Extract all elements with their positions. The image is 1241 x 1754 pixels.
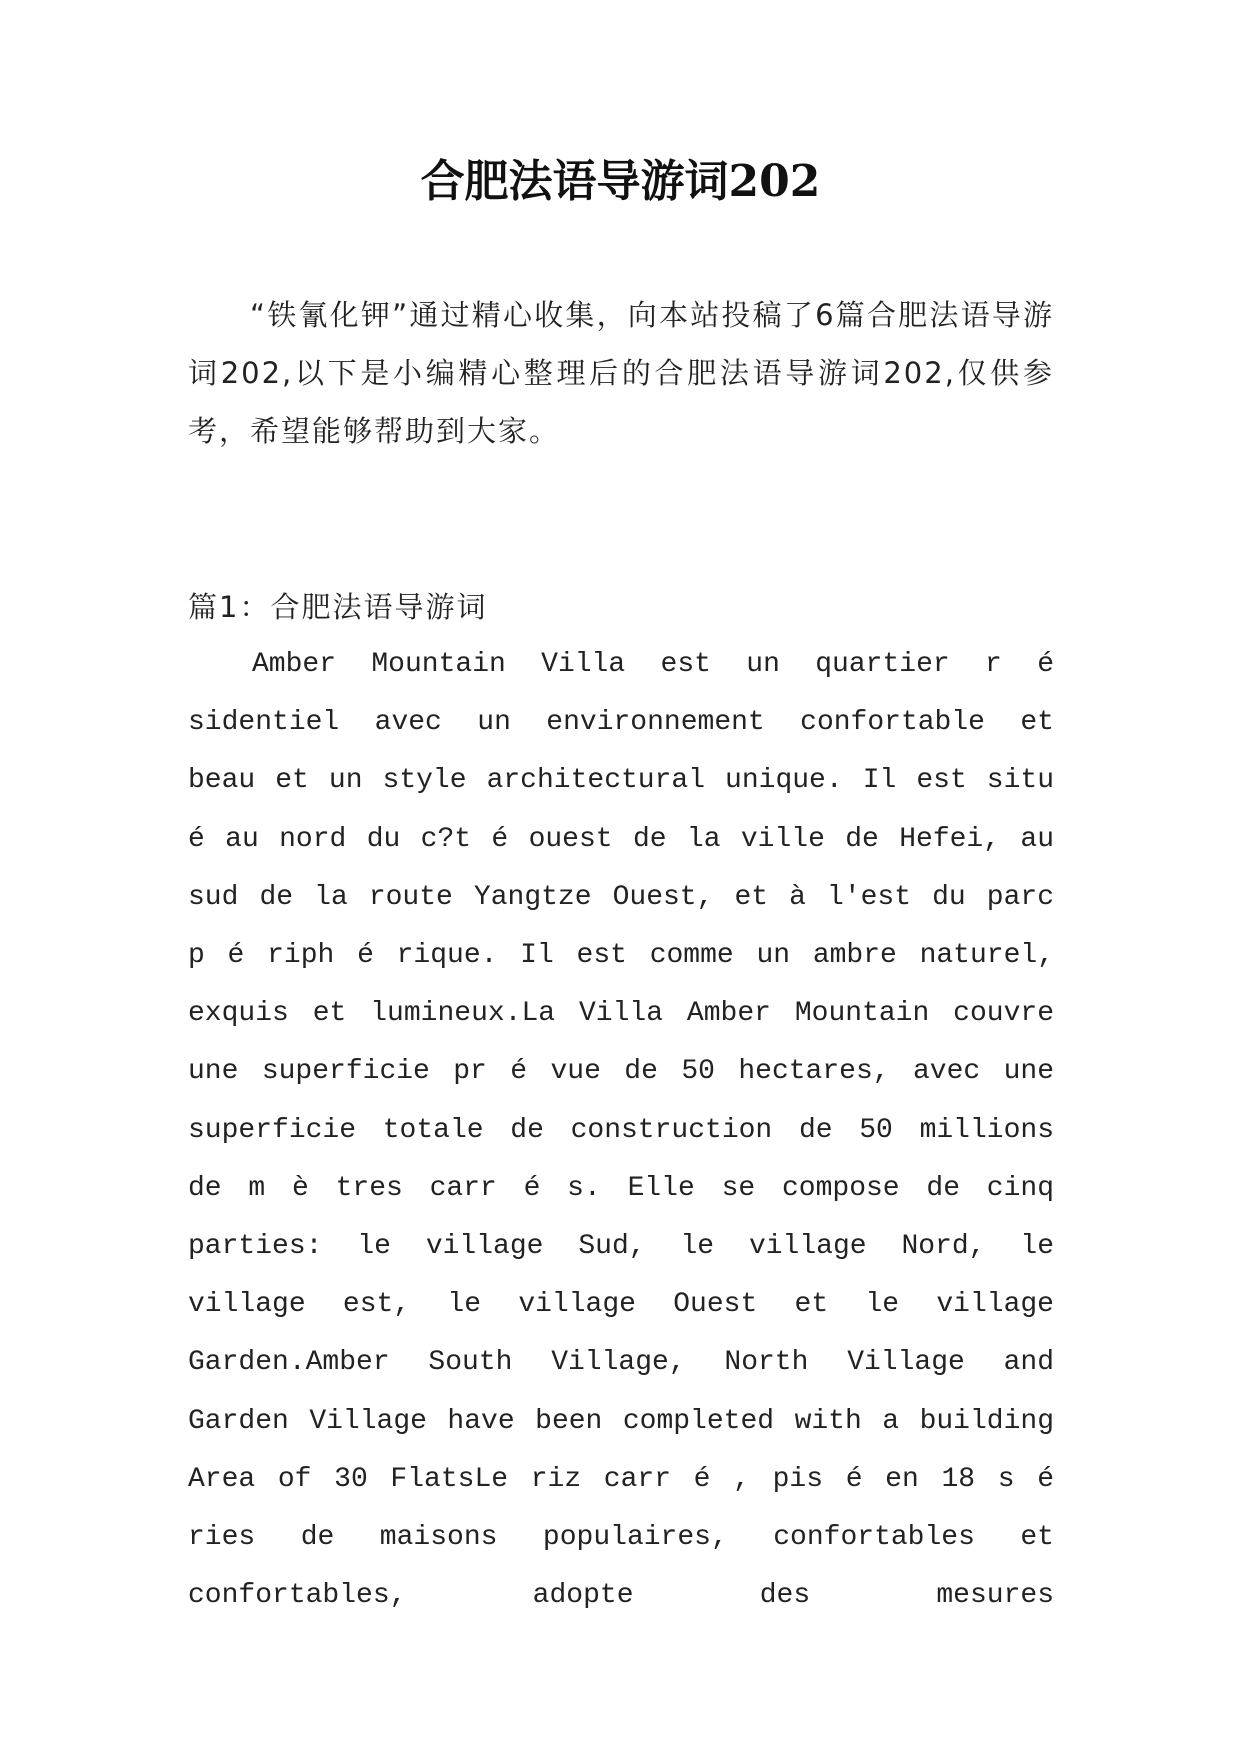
section-body-text: Amber Mountain Villa est un quartier r é sidentiel avec un environnement confortable et beau et un style architectural unique. Il est situ é au nord du c?t é ouest de la ville de Hefei, au sud de la route Yangtze Ouest, et à l'est du parc p é riph é rique. Il est comme un ambre naturel, exquis et lumineux.La Villa Amber Mountain couvre une superficie pr é vue de 50 hectares, avec une superficie totale de construction de 50 millions de m è tres carr é s. Elle se compose de cinq parties: le village Sud, le village Nord, le village est, le village Ouest et le village Garden.Amber South Village, North Village and Garden Village have been completed with a building Area of 30 FlatsLe riz carr é , pis é en 18 s é ries de maisons populaires, confortables et confortables, adopte des mesures <box>188 649 1054 1612</box>
section-heading: 篇1：合肥法语导游词 <box>188 590 488 624</box>
intro-paragraph: “铁氰化钾”通过精心收集，向本站投稿了6篇合肥法语导游词202,以下是小编精心整理后的合肥法语导游词202,仅供参考，希望能够帮助到大家。 <box>188 298 1054 448</box>
document-title: 合肥法语导游词202 <box>420 156 821 207</box>
